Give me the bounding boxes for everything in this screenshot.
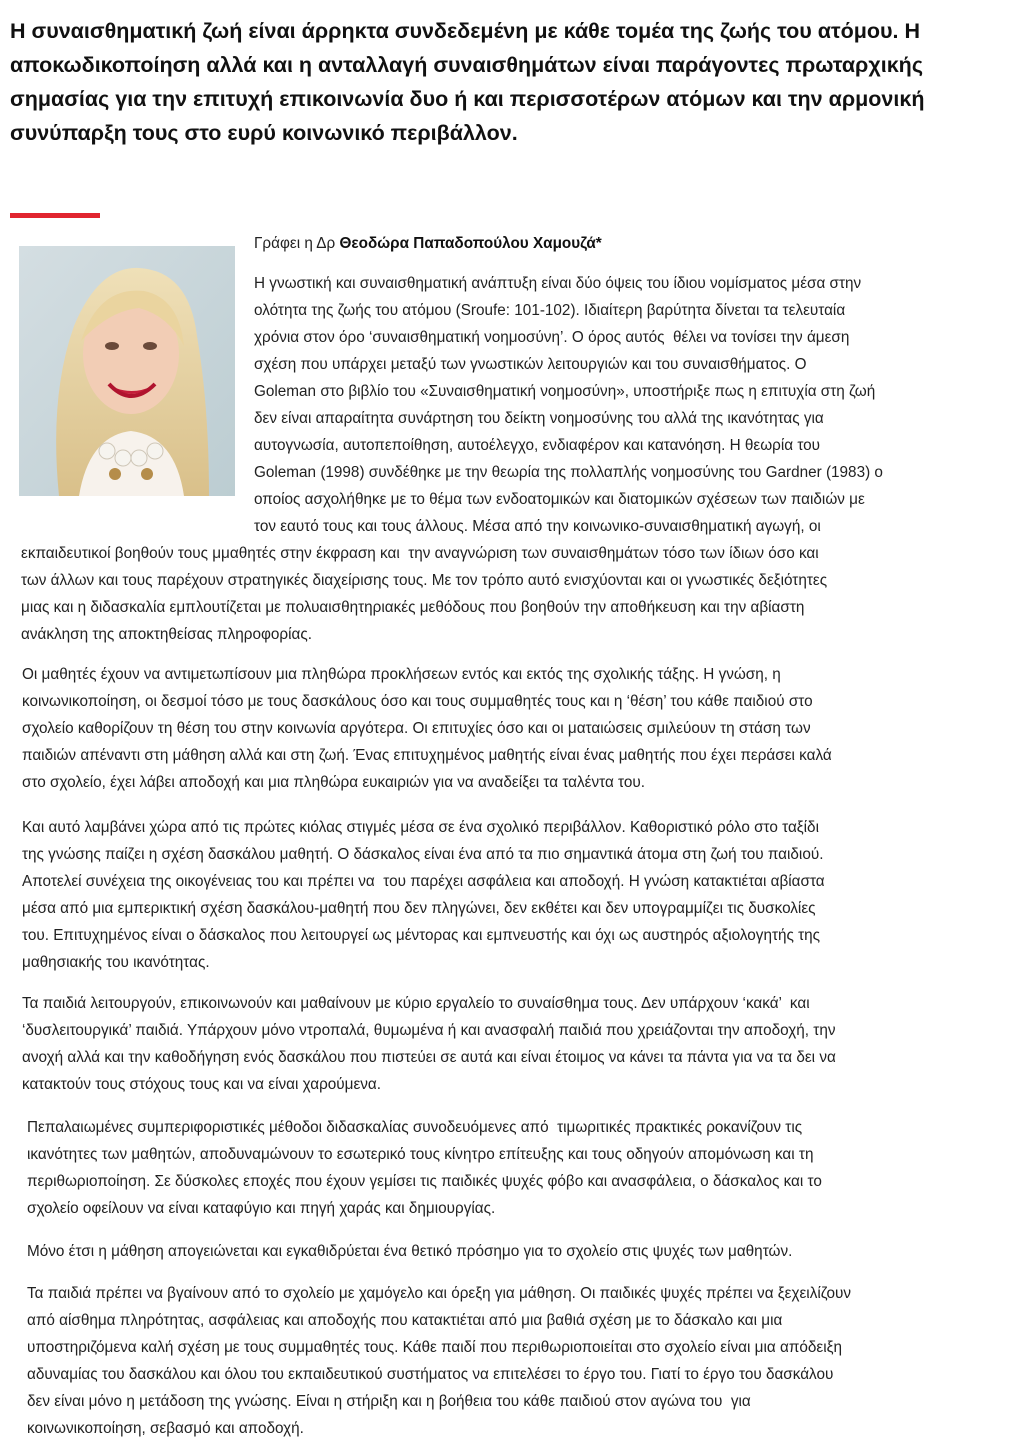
author-photo <box>19 246 235 496</box>
paragraph-line: στο σχολείο, έχει λάβει αποδοχή και μια πληθώρα ευκαιριών για να αναδείξει τα ταλέντα του. <box>22 774 645 791</box>
paragraph-line: Τα παιδιά πρέπει να βγαίνουν από το σχολείο με χαμόγελο και όρεξη για μάθηση. Οι παιδικές ψυχές πρέπει να ξεχειλίζουν <box>27 1285 851 1302</box>
article-lead: Η συναισθηματική ζωή είναι άρρηκτα συνδεδεμένη με κάθε τομέα της ζωής του ατόμου. Η αποκωδικοποίηση αλλά και η ανταλλαγή συναισθημάτων είναι παράγοντες πρωταρχικής σημασίας για την επιτυχή επικοινωνία δυο ή και περισσοτέρων ατόμων και την αρμονική συνύπαρξη τους στο ευρύ κοινωνικό περιβάλλον. <box>10 19 925 145</box>
paragraph-line: από αίσθημα πληρότητας, ασφάλειας και αποδοχής που κατακτιέται από μια βαθιά σχέση με το δάσκαλο και μια <box>27 1312 783 1329</box>
paragraph-line: τον εαυτό τους και τους άλλους. Μέσα από την κοινωνικο-συναισθηματική αγωγή, οι <box>254 518 821 535</box>
paragraph-line: Μόνο έτσι η μάθηση απογειώνεται και εγκαθιδρύεται ένα θετικό πρόσημο για το σχολείο στις ψυχές των μαθητών. <box>27 1243 793 1260</box>
paragraph-line: ανάκληση της αποκτηθείσας πληροφορίας. <box>21 626 312 643</box>
paragraph-line: σχολείο καθορίζουν τη θέση του στην κοινωνία αργότερα. Οι επιτυχίες όσο και οι ματαιώσεις σμιλεύουν τη στάση των <box>22 720 811 737</box>
paragraph-line: ικανότητες των μαθητών, αποδυναμώνουν το εσωτερικό τους κίνητρο επίτευξης και τους οδηγούν απομόνωση και τη <box>27 1146 814 1163</box>
paragraph-line: του. Επιτυχημένος είναι ο δάσκαλος που λειτουργεί ως μέντορας και εμπνευστής και όχι ως αυστηρός αξιολογητής της <box>22 927 821 944</box>
paragraph-line: της γνώσης παίζει η σχέση δασκάλου μαθητή. Ο δάσκαλος είναι ένα από τα πιο σημαντικά άτομα στη ζωή του παιδιού. <box>22 846 824 863</box>
paragraph-line: κοινωνικοποίηση, σεβασμό και αποδοχή. <box>27 1420 304 1437</box>
paragraph-line: παιδιών απέναντι στη μάθηση αλλά και στη ζωή. Ένας επιτυχημένος μαθητής είναι ένας μαθητής που έχει περάσει καλά <box>22 747 832 764</box>
paragraph-line: μιας και η διδασκαλία εμπλουτίζεται με πολυαισθητηριακές μεθόδους που βοηθούν την αποθήκευση και την αβίαστη <box>21 599 805 616</box>
paragraph-line: ολότητα της ζωής του ατόμου (Sroufe: 101-102). Ιδιαίτερη βαρύτητα δίνεται τα τελευταία <box>254 302 846 319</box>
author-name: Θεοδώρα Παπαδοπούλου Χαμουζά* <box>339 235 602 252</box>
author-portrait-icon <box>19 246 235 496</box>
paragraph-line: αδυναμίας του δασκάλου και όλου του εκπαιδευτικού συστήματος να επιτελέσει το έργο του. Γιατί το έργο του δασκάλου <box>27 1366 834 1383</box>
paragraph-line: οποίος ασχολήθηκε με το θέμα των ενδοατομικών και διατομικών σχέσεων των παιδιών με <box>254 491 865 508</box>
paragraph-line: των άλλων και τους παρέχουν στρατηγικές διαχείρισης τους. Με τον τρόπο αυτό ενισχύονται και οι γνωστικές δεξιότητες <box>21 572 828 589</box>
paragraph-line: εκπαιδευτικοί βοηθούν τους μμαθητές στην έκφραση και την αναγνώριση των συναισθημάτων τόσο των ίδιων όσο και <box>21 545 819 562</box>
paragraph-line: δεν είναι μόνο η μετάδοση της γνώσης. Είναι η στήριξη και η βοήθεια του κάθε παιδιού στον αγώνα του για <box>27 1393 751 1410</box>
byline-prefix: Γράφει η Δρ <box>254 235 340 252</box>
paragraph-line: Goleman στο βιβλίο του «Συναισθηματική νοημοσύνη», υποστήριξε πως η επιτυχία στη ζωή <box>254 383 876 400</box>
paragraph-line: ‘δυσλειτουργικά’ παιδιά. Υπάρχουν μόνο ντροπαλά, θυμωμένα ή και ανασφαλή παιδιά που χρειάζονται την αποδοχή, την <box>22 1022 836 1039</box>
paragraph-line: Τα παιδιά λειτουργούν, επικοινωνούν και μαθαίνουν με κύριο εργαλείο το συναίσθημα τους. Δεν υπάρχουν ‘κακά’ και <box>22 995 810 1012</box>
paragraph-line: χρόνια στον όρο ‘συναισθηματική νοημοσύνη’. Ο όρος αυτός θέλει να τονίσει την άμεση <box>254 329 850 346</box>
paragraph-line: Η γνωστική και συναισθηματική ανάπτυξη είναι δύο όψεις του ίδιου νομίσματος μέσα στην <box>254 275 862 292</box>
paragraph-line: Οι μαθητές έχουν να αντιμετωπίσουν μια πληθώρα προκλήσεων εντός και εκτός της σχολικής τάξης. Η γνώση, η <box>22 666 781 683</box>
paragraph-line: κοινωνικοποίηση, οι δεσμοί τόσο με τους δασκάλους όσο και τους συμμαθητές τους και η ‘θέση’ του κάθε παιδιού στο <box>22 693 813 710</box>
paragraph-line: Goleman (1998) συνδέθηκε με την θεωρία της πολλαπλής νοημοσύνης του Gardner (1983) ο <box>254 464 883 481</box>
paragraph-line: κατακτούν τους στόχους τους και να είναι χαρούμενα. <box>22 1076 382 1093</box>
paragraph-line: σχέση που υπάρχει μεταξύ των γνωστικών λειτουργιών και του συναισθήματος. Ο <box>254 356 807 373</box>
paragraph-line: δεν είναι απαραίτητα συνάρτηση του δείκτη νοημοσύνης του αλλά της ικανότητας για <box>254 410 824 427</box>
paragraph-line: μέσα από μια εμπερικτική σχέση δασκάλου-μαθητή που δεν πληγώνει, δεν εκθέτει και δεν υπογραμμίζει τις δυσκολίες <box>22 900 816 917</box>
accent-bar <box>10 213 100 218</box>
paragraph-line: Και αυτό λαμβάνει χώρα από τις πρώτες κιόλας στιγμές μέσα σε ένα σχολικό περιβάλλον. Καθοριστικό ρόλο στο ταξίδι <box>22 819 819 836</box>
paragraph-line: μαθησιακής του ικανότητας. <box>22 954 210 971</box>
byline <box>254 230 602 257</box>
paragraph-line: Πεπαλαιωμένες συμπεριφοριστικές μέθοδοι διδασκαλίας συνοδευόμενες από τιμωριτικές πρακτικές ροκανίζουν τις <box>27 1119 803 1136</box>
paragraph-line: αυτογνωσία, αυτοπεποίθηση, αυτοέλεγχο, ενδιαφέρον και κατανόηση. Η θεωρία του <box>254 437 821 454</box>
paragraph-line: ανοχή αλλά και την καθοδήγηση ενός δασκάλου που πιστεύει σε αυτά και είναι έτοιμος να κάνει τα πάντα για να τα δει να <box>22 1049 836 1066</box>
paragraph-line: περιθωριοποίηση. Σε δύσκολες εποχές που έχουν γεμίσει τις παιδικές ψυχές φόβο και ανασφάλεια, ο δάσκαλος και το <box>27 1173 822 1190</box>
paragraph-line: σχολείο οφείλουν να είναι καταφύγιο και πηγή χαράς και δημιουργίας. <box>27 1200 496 1217</box>
paragraph-line: υποστηριζόμενα καλή σχέση με τους συμμαθητές τους. Κάθε παιδί που περιθωριοποιείται στο σχολείο είναι μια απόδειξη <box>27 1339 842 1356</box>
paragraph-line: Αποτελεί συνέχεια της οικογένειας του και πρέπει να του παρέχει ασφάλεια και αποδοχή. Η γνώση κατακτιέται αβίαστα <box>22 873 825 890</box>
